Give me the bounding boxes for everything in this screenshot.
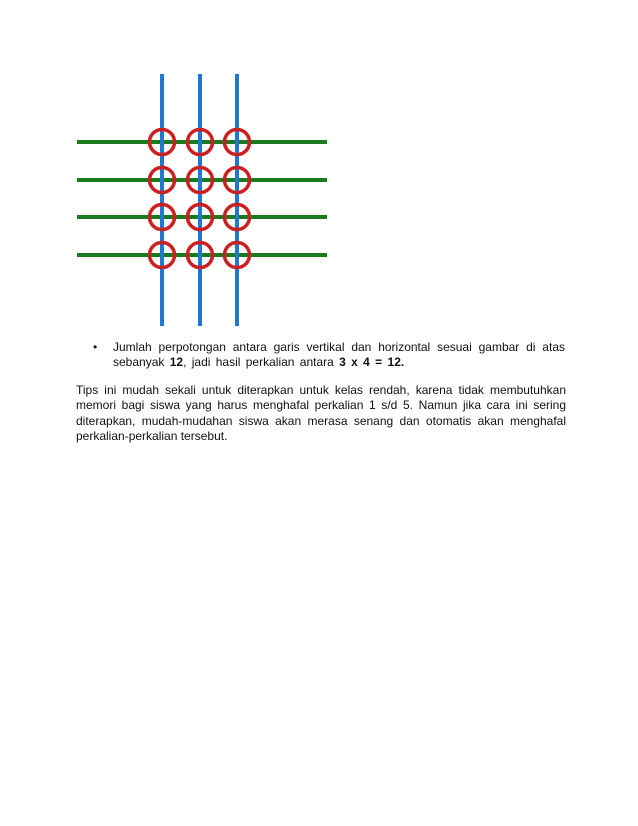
bullet-text-middle: , jadi hasil perkalian antara bbox=[183, 355, 340, 369]
bullet-text-prefix: sebanyak bbox=[113, 355, 170, 369]
multiplication-equation: 3 x 4 = 12. bbox=[339, 355, 405, 369]
paragraph-line-2: memori bagi siswa yang harus menghafal perkalian 1 s/d 5. Namun jika cara ini sering bbox=[76, 398, 566, 413]
intersection-count: 12 bbox=[169, 355, 184, 369]
paragraph-line-1: Tips ini mudah sekali untuk diterapkan untuk kelas rendah, karena tidak membutuhkan bbox=[76, 383, 566, 397]
tips-paragraph bbox=[76, 383, 566, 444]
line-intersection-diagram bbox=[76, 74, 328, 326]
bullet-text-line2 bbox=[113, 355, 565, 370]
bullet-text bbox=[113, 340, 565, 370]
bullet-item bbox=[93, 340, 565, 370]
bullet-marker: • bbox=[93, 340, 98, 354]
paragraph-line-3: diterapkan, mudah-mudahan siswa akan merasa senang dan otomatis akan menghafal bbox=[76, 413, 566, 428]
paragraph-line-4: perkalian-perkalian tersebut. bbox=[76, 428, 228, 443]
intersection-figure bbox=[76, 74, 328, 326]
bullet-text-line1: Jumlah perpotongan antara garis vertikal dan horizontal sesuai gambar di atas bbox=[113, 340, 565, 354]
